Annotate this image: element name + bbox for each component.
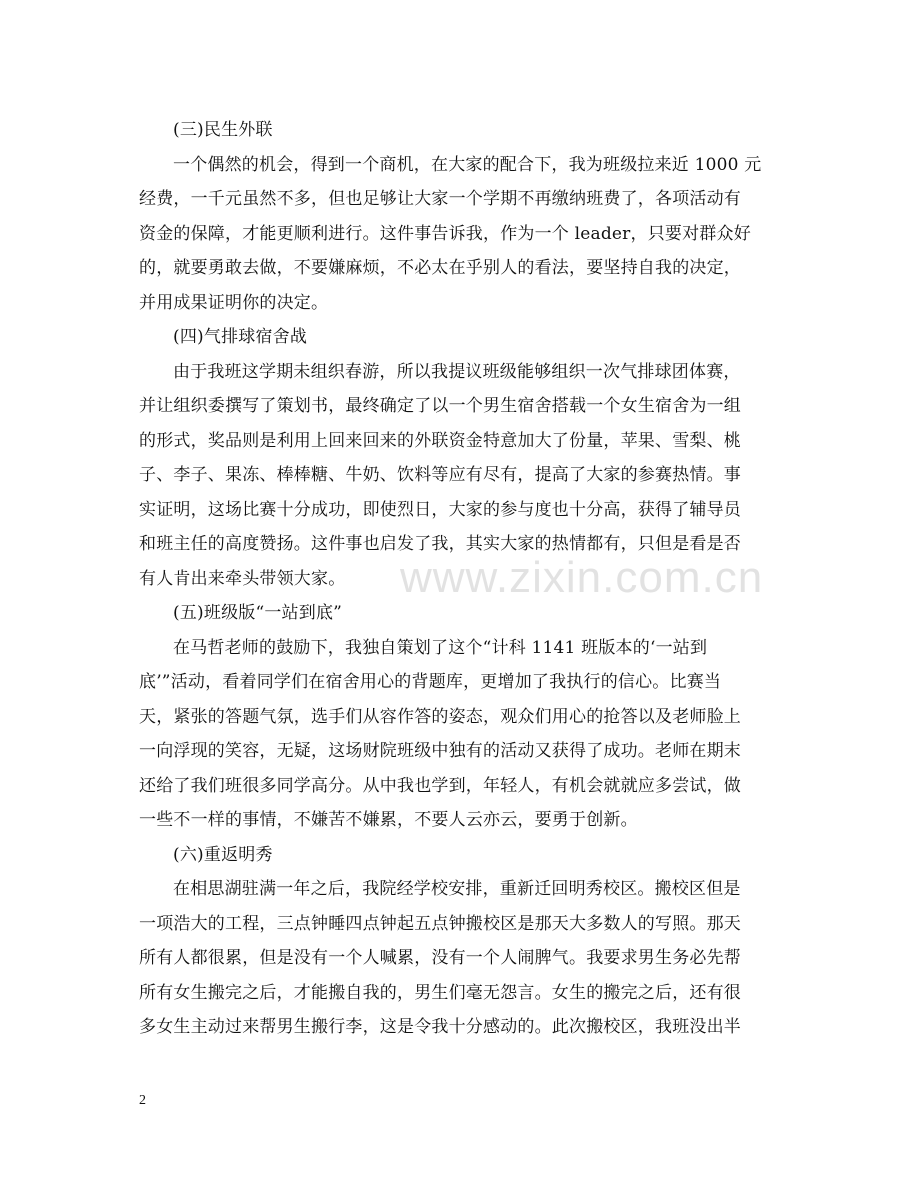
paragraph-line: 的，就要勇敢去做，不要嫌麻烦，不必太在乎别人的看法，要坚持自我的决定， (139, 258, 741, 278)
paragraph-line: 还给了我们班很多同学高分。从中我也学到，年轻人，有机会就就应多尝试，做 (139, 775, 741, 796)
paragraph-line: 在相思湖驻满一年之后，我院经学校安排，重新迁回明秀校区。搬校区但是 (173, 879, 741, 899)
paragraph-line: 和班主任的高度赞扬。这件事也启发了我，其实大家的热情都有，只但是看是否 (139, 534, 741, 554)
paragraph-line: 经费，一千元虽然不多，但也足够让大家一个学期不再缴纳班费了，各项活动有 (139, 189, 741, 209)
paragraph-line: 实证明，这场比赛十分成功，即使烈日，大家的参与度也十分高，获得了辅导员 (139, 499, 741, 520)
paragraph-line: 有人肯出来牵头带领大家。 (139, 568, 346, 589)
watermark: www.zixin.com.cn (400, 553, 764, 602)
paragraph-line: 资金的保障，才能更顺利进行。这件事告诉我，作为一个 leader，只要对群众好 (139, 223, 751, 244)
paragraph-line: 并让组织委撰写了策划书，最终确定了以一个男生宿舍搭载一个女生宿舍为一组 (139, 396, 741, 416)
section-heading: (四)气排球宿舍战 (173, 327, 308, 347)
paragraph-line: 子、李子、果冻、棒棒糖、牛奶、饮料等应有尽有，提高了大家的参赛热情。事 (139, 465, 741, 485)
page-number: 2 (139, 1093, 146, 1108)
paragraph-line: 所有女生搬完之后，才能搬自我的，男生们毫无怨言。女生的搬完之后，还有很 (139, 982, 741, 1003)
paragraph-line: 的形式，奖品则是利用上回来回来的外联资金特意加大了份量，苹果、雪梨、桃 (139, 430, 741, 451)
paragraph-line: 所有人都很累，但是没有一个人喊累，没有一个人闹脾气。我要求男生务必先帮 (139, 948, 741, 968)
paragraph-line: 一项浩大的工程，三点钟睡四点钟起五点钟搬校区是那天大多数人的写照。那天 (139, 913, 741, 934)
paragraph-line: 天，紧张的答题气氛，选手们从容作答的姿态，观众们用心的抢答以及老师脸上 (139, 706, 741, 727)
paragraph-line: 并用成果证明你的决定。 (139, 292, 329, 313)
section-heading: (六)重返明秀 (173, 844, 273, 865)
paragraph-line: 一个偶然的机会，得到一个商机，在大家的配合下，我为班级拉来近 1000 元 (173, 154, 762, 175)
paragraph-line: 多女生主动过来帮男生搬行李，这是令我十分感动的。此次搬校区，我班没出半 (139, 1017, 741, 1037)
section-heading: (三)民生外联 (173, 120, 273, 140)
paragraph-line: 由于我班这学期未组织春游，所以我提议班级能够组织一次气排球团体赛， (173, 361, 741, 382)
paragraph-line: 一向浮现的笑容，无疑，这场财院班级中独有的活动又获得了成功。老师在期末 (139, 741, 741, 761)
paragraph-line: 底’”活动，看着同学们在宿舍用心的背题库，更增加了我执行的信心。比赛当 (139, 672, 722, 692)
document-body (139, 113, 781, 1045)
paragraph-line: 在马哲老师的鼓励下，我独自策划了这个“计科 1141 班版本的‘一站到 (173, 637, 708, 658)
section-heading: (五)班级版“一站到底” (173, 603, 343, 623)
paragraph-line: 一些不一样的事情，不嫌苦不嫌累，不要人云亦云，要勇于创新。 (139, 810, 638, 830)
